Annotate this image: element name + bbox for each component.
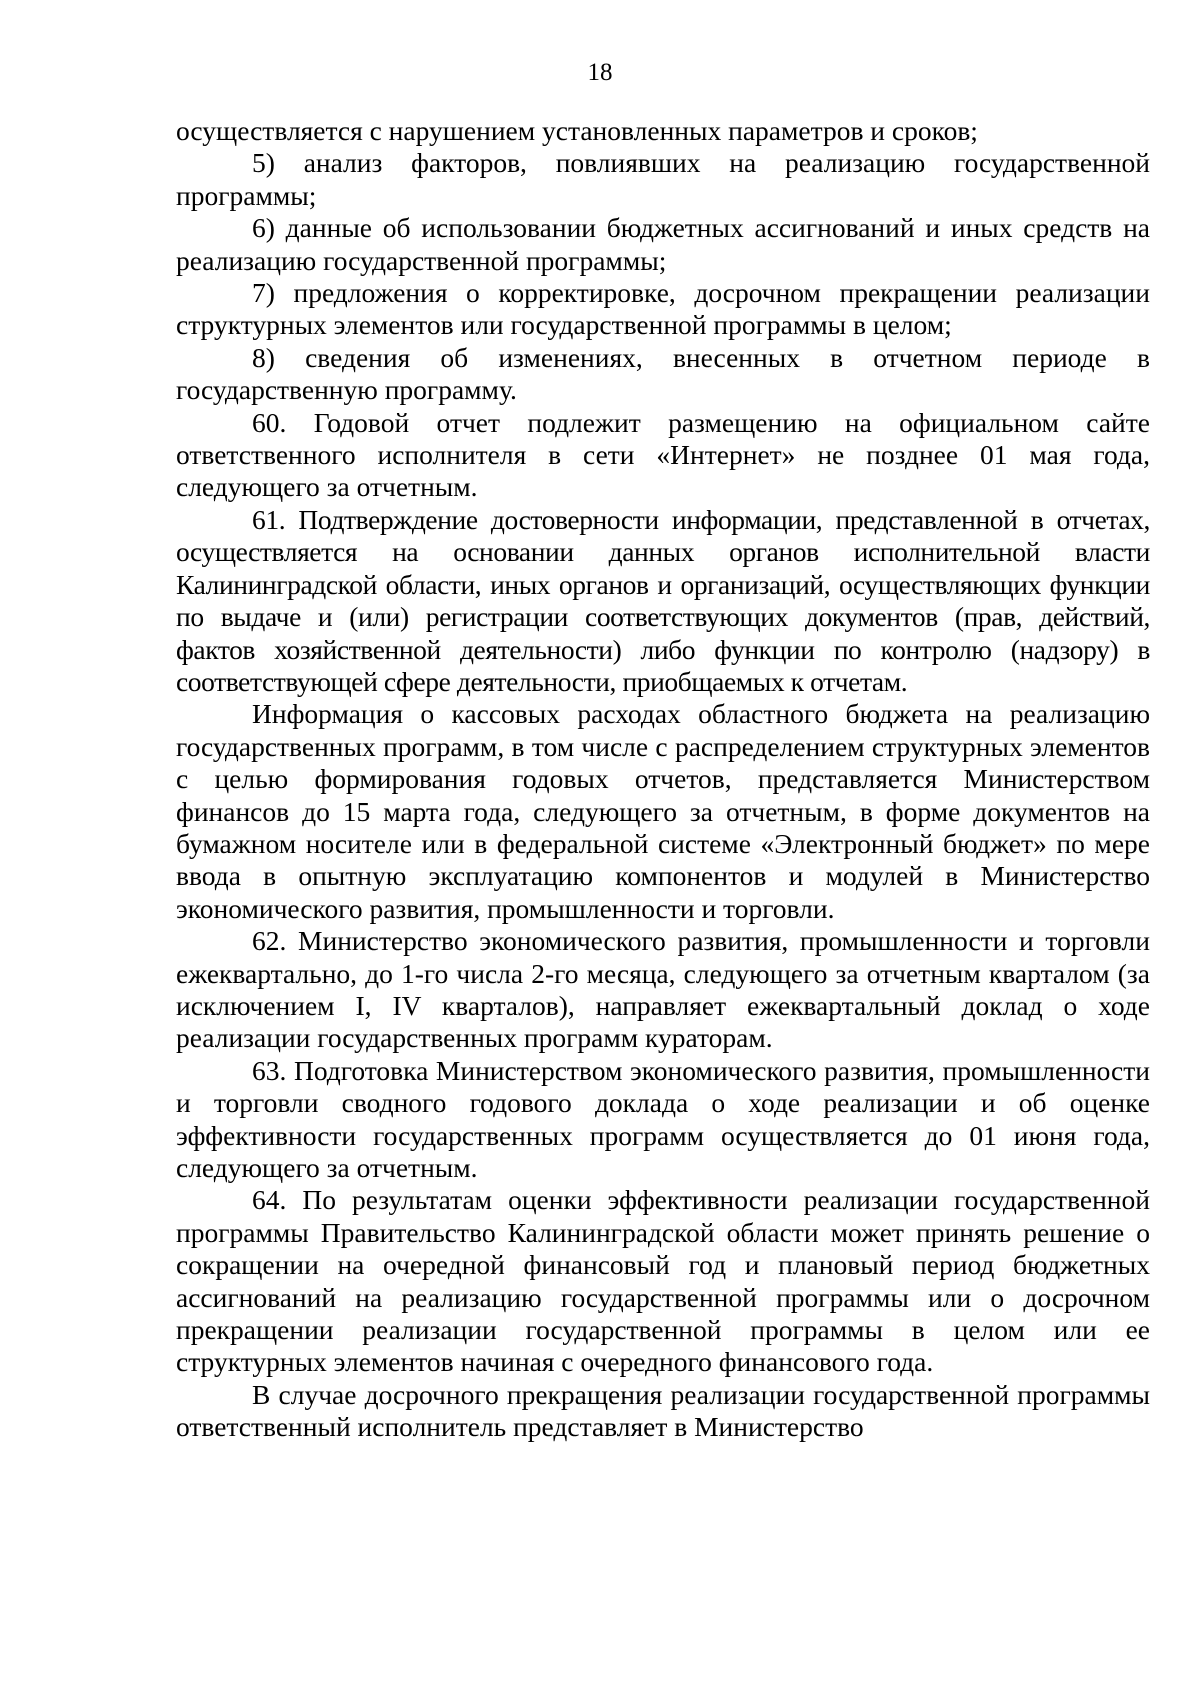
paragraph-continuation: осуществляется с нарушением установленных параметров и сроков; xyxy=(176,115,978,146)
page-number: 18 xyxy=(587,59,613,86)
paragraph-clause-64: 64. По результатам оценки эффективности реализации государственной программы Правительство Калининградской области может принять решение о сокращении на очередной финансовый год и плановый период бюджетных ассигнований на реализацию государственной программы или о досрочном прекращении реализации государственной программы в целом или ее структурных элементов начиная с очередного финансового года. xyxy=(176,1184,1150,1378)
document-body xyxy=(176,115,1150,1444)
paragraph-item-8: 8) сведения об изменениях, внесенных в отчетном периоде в государственную программу. xyxy=(176,341,1150,406)
paragraph-early-termination: В случае досрочного прекращения реализации государственной программы ответственный исполнитель представляет в Министерство xyxy=(176,1378,1150,1443)
paragraph-item-6: 6) данные об использовании бюджетных ассигнований и иных средств на реализацию государственной программы; xyxy=(176,212,1150,276)
paragraph-item-7: 7) предложения о корректировке, досрочном прекращении реализации структурных элементов или государственной программы в целом; xyxy=(176,277,1150,341)
paragraph-clause-60: 60. Годовой отчет подлежит размещению на официальном сайте ответственного исполнителя в сети «Интернет» не позднее 01 мая года, следующего за отчетным. xyxy=(176,406,1150,503)
paragraph-clause-61: 61. Подтверждение достоверности информации, представленной в отчетах, осуществляется на основании данных органов исполнительной власти Калининградской области, иных органов и организаций, осуществляющих функции по выдаче и (или) регистрации соответствующих документов (прав, действий, фактов хозяйственной деятельности) либо функции по контролю (надзору) в соответствующей сфере деятельности, приобщаемых к отчетам. xyxy=(176,503,1150,697)
paragraph-clause-63: 63. Подготовка Министерством экономического развития, промышленности и торговли сводного годового доклада о ходе реализации и об оценке эффективности государственных программ осуществляется до 01 июня года, следующего за отчетным. xyxy=(176,1054,1150,1183)
paragraph-item-5: 5) анализ факторов, повлиявших на реализацию государственной программы; xyxy=(176,147,1150,211)
paragraph-cash-expenses: Информация о кассовых расходах областного бюджета на реализацию государственных программ, в том числе с распределением структурных элементов с целью формирования годовых отчетов, представляется Министерством финансов до 15 марта года, следующего за отчетным, в форме документов на бумажном носителе или в федеральной системе «Электронный бюджет» по мере ввода в опытную эксплуатацию компонентов и модулей в Министерство экономического развития, промышленности и торговли. xyxy=(176,698,1150,924)
paragraph-clause-62: 62. Министерство экономического развития, промышленности и торговли ежеквартально, до 1-го числа 2-го месяца, следующего за отчетным кварталом (за исключением I, IV кварталов), направляет ежеквартальный доклад о ходе реализации государственных программ кураторам. xyxy=(176,925,1150,1054)
